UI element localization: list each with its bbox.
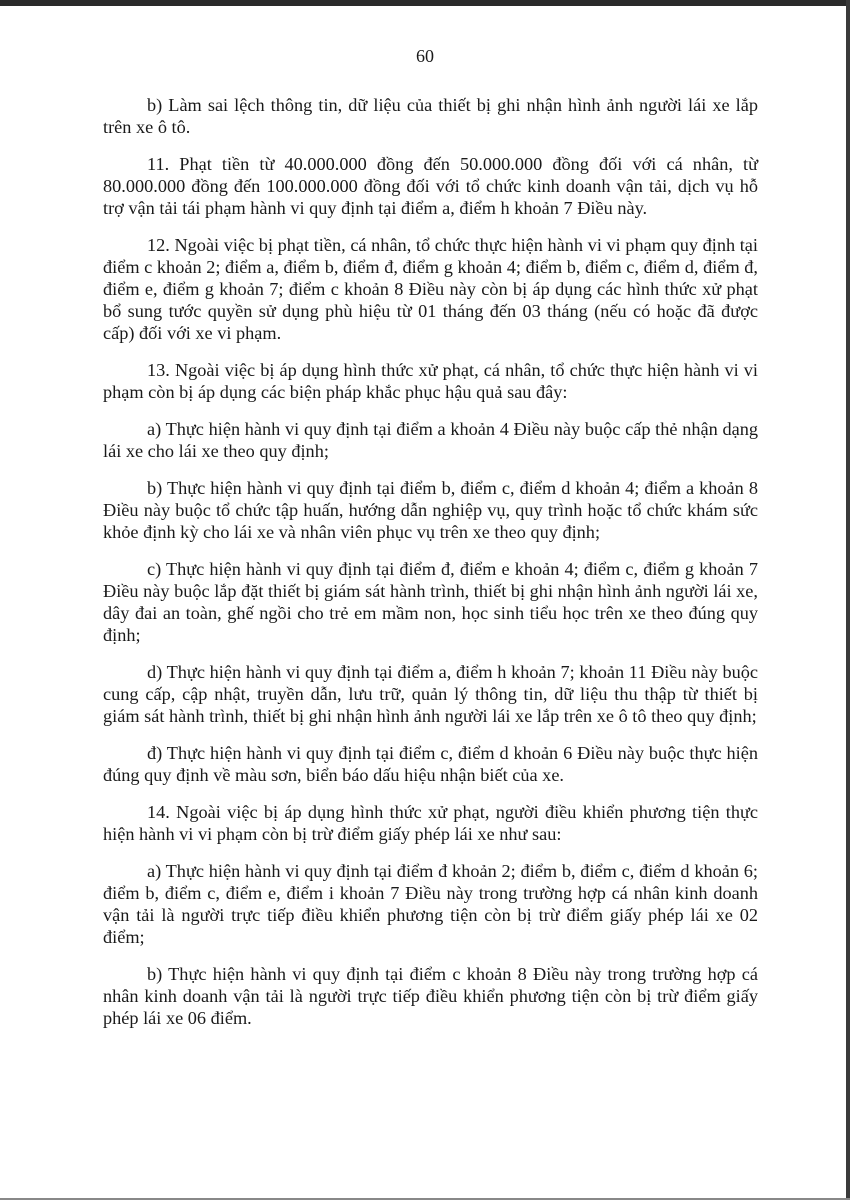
- paragraph-14: 14. Ngoài việc bị áp dụng hình thức xử phạt, người điều khiển phương tiện thực hiện hành vi vi phạm còn bị trừ điểm giấy phép lái xe như sau:: [103, 802, 758, 844]
- page-number: 60: [416, 46, 434, 66]
- paragraph-10b: b) Làm sai lệch thông tin, dữ liệu của thiết bị ghi nhận hình ảnh người lái xe lắp trên xe ô tô.: [103, 95, 758, 137]
- paragraph-14b: b) Thực hiện hành vi quy định tại điểm c khoản 8 Điều này trong trường hợp cá nhân kinh doanh vận tải là người trực tiếp điều khiển phương tiện còn bị trừ điểm giấy phép lái xe 06 điểm.: [103, 964, 758, 1028]
- paragraph-13: 13. Ngoài việc bị áp dụng hình thức xử phạt, cá nhân, tổ chức thực hiện hành vi vi phạm còn bị áp dụng các biện pháp khắc phục hậu quả sau đây:: [103, 360, 758, 402]
- paragraph-13c: c) Thực hiện hành vi quy định tại điểm đ, điểm e khoản 4; điểm c, điểm g khoản 7 Điều này buộc lắp đặt thiết bị giám sát hành trình, thiết bị ghi nhận hình ảnh người lái xe, dây đai an toàn, ghế ngồi cho trẻ em mầm non, học sinh tiểu học trên xe theo đúng quy định;: [103, 559, 758, 645]
- scan-edge-right: [846, 0, 850, 1200]
- paragraph-13b: b) Thực hiện hành vi quy định tại điểm b, điểm c, điểm d khoản 4; điểm a khoản 8 Điều này buộc tổ chức tập huấn, hướng dẫn nghiệp vụ, quy trình hoặc tổ chức khám sức khỏe định kỳ cho lái xe và nhân viên phục vụ trên xe theo quy định;: [103, 478, 758, 542]
- paragraph-12: 12. Ngoài việc bị phạt tiền, cá nhân, tổ chức thực hiện hành vi vi phạm quy định tại điểm c khoản 2; điểm a, điểm b, điểm đ, điểm g khoản 4; điểm b, điểm c, điểm d, điểm đ, điểm e, điểm g khoản 7; điểm c khoản 8 Điều này còn bị áp dụng các hình thức xử phạt bổ sung tước quyền sử dụng phù hiệu từ 01 tháng đến 03 tháng (nếu có hoặc đã được cấp) đối với xe vi phạm.: [103, 235, 758, 343]
- paragraph-13dd: đ) Thực hiện hành vi quy định tại điểm c, điểm d khoản 6 Điều này buộc thực hiện đúng quy định về màu sơn, biển báo dấu hiệu nhận biết của xe.: [103, 743, 758, 785]
- scan-edge-top: [0, 0, 850, 6]
- document-body: [103, 94, 758, 1044]
- paragraph-14a: a) Thực hiện hành vi quy định tại điểm đ khoản 2; điểm b, điểm c, điểm d khoản 6; điểm b, điểm c, điểm e, điểm i khoản 7 Điều này trong trường hợp cá nhân kinh doanh vận tải là người trực tiếp điều khiển phương tiện còn bị trừ điểm giấy phép lái xe 02 điểm;: [103, 861, 758, 947]
- paragraph-13d: d) Thực hiện hành vi quy định tại điểm a, điểm h khoản 7; khoản 11 Điều này buộc cung cấp, cập nhật, truyền dẫn, lưu trữ, quản lý thông tin, dữ liệu thu thập từ thiết bị giám sát hành trình, thiết bị ghi nhận hình ảnh người lái xe lắp trên xe ô tô theo quy định;: [103, 662, 758, 726]
- paragraph-13a: a) Thực hiện hành vi quy định tại điểm a khoản 4 Điều này buộc cấp thẻ nhận dạng lái xe cho lái xe theo quy định;: [103, 419, 758, 461]
- paragraph-11: 11. Phạt tiền từ 40.000.000 đồng đến 50.000.000 đồng đối với cá nhân, từ 80.000.000 đồng đến 100.000.000 đồng đối với tổ chức kinh doanh vận tải, dịch vụ hỗ trợ vận tải tái phạm hành vi quy định tại điểm a, điểm h khoản 7 Điều này.: [103, 154, 758, 218]
